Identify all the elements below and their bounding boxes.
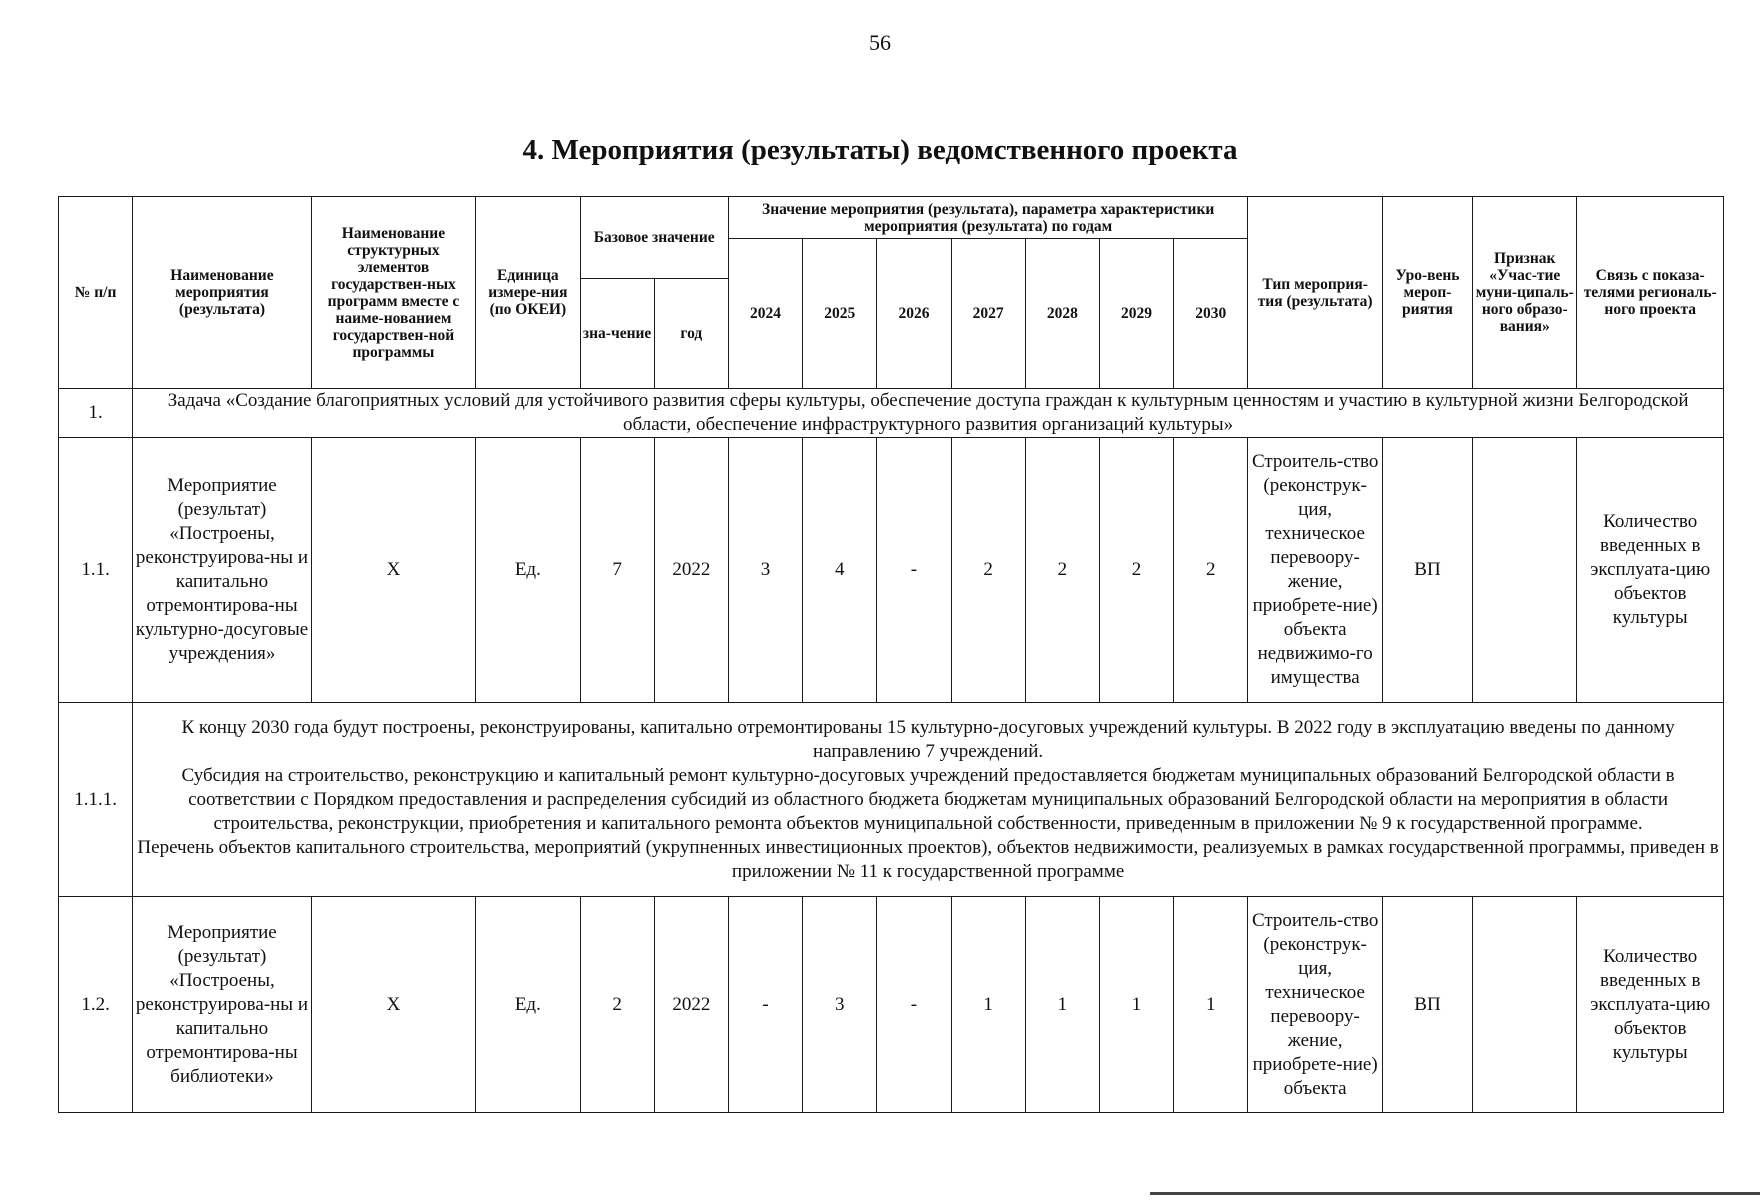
row-value-2026: -: [877, 438, 951, 703]
header-base: Базовое значение: [580, 197, 728, 279]
row-type: Строитель-ство (реконструк-ция, техническое перевоору-жение, приобрете-ние) объекта: [1248, 897, 1382, 1113]
page-number: 56: [869, 30, 891, 55]
header-type: Тип мероприя-тия (результата): [1248, 197, 1382, 389]
table-row: [59, 897, 1724, 1113]
scan-edge-line: [1150, 1192, 1760, 1195]
row-value-2026: -: [877, 897, 951, 1113]
row-base-value: 7: [580, 438, 654, 703]
row-num: 1.1.: [59, 438, 133, 703]
row-value-2029: 2: [1099, 438, 1173, 703]
row-value-2027: 2: [951, 438, 1025, 703]
header-year: 2028: [1025, 239, 1099, 389]
header-name: Наименование мероприятия (результата): [133, 197, 312, 389]
header-num: № п/п: [59, 197, 133, 389]
row-struct: X: [311, 897, 475, 1113]
task-row: [59, 389, 1724, 438]
header-year: 2030: [1174, 239, 1248, 389]
row-base-year: 2022: [654, 438, 728, 703]
row-struct: X: [311, 438, 475, 703]
note-paragraph: Субсидия на строительство, реконструкцию и капитальный ремонт культурно-досуговых учреждений предоставляется бюджетам муниципальных образований Белгородской области в соответствии с Порядком предоставления и распределения субсидий из областного бюджета бюджетам муниципальных образований Белгородской области на мероприятия в области строительства, реконструкции, приобретения и капитального ремонта объектов муниципальной собственности, приведенным в приложении № 9 к государственной программе.: [181, 764, 1675, 834]
note-row: [59, 703, 1724, 897]
note-num: 1.1.1.: [59, 703, 133, 897]
header-year: 2024: [728, 239, 802, 389]
measures-table: [58, 196, 1724, 1113]
header-level: Уро-вень мероп-риятия: [1382, 197, 1472, 389]
row-unit: Ед.: [476, 438, 580, 703]
row-name: Мероприятие (результат) «Построены, реконструирова-ны и капитально отремонтирова-ны культурно-досуговые учреждения»: [133, 438, 312, 703]
row-value-2024: 3: [728, 438, 802, 703]
header-link: Связь с показа-телями региональ-ного проекта: [1577, 197, 1724, 389]
task-num: 1.: [59, 389, 133, 438]
header-struct: Наименование структурных элементов государствен-ных программ вместе с наиме-нованием государствен-ной программы: [311, 197, 475, 389]
row-value-2025: 3: [803, 897, 877, 1113]
row-value-2024: -: [728, 897, 802, 1113]
note-paragraph: К концу 2030 года будут построены, реконструированы, капитально отремонтированы 15 культурно-досуговых учреждений культуры. В 2022 году в эксплуатацию введены по данному направлению 7 учреждений.: [181, 716, 1675, 762]
row-value-2028: 1: [1025, 897, 1099, 1113]
row-value-2029: 1: [1099, 897, 1173, 1113]
header-year: 2025: [803, 239, 877, 389]
row-value-2030: 2: [1174, 438, 1248, 703]
note-paragraph: Перечень объектов капитального строительства, мероприятий (укрупненных инвестиционных проектов), объектов недвижимости, реализуемых в рамках государственной программы, приведен в приложении № 11 к государственной программе: [137, 836, 1719, 882]
row-level: ВП: [1382, 897, 1472, 1113]
header-values-group: Значение мероприятия (результата), параметра характеристики мероприятия (результата) по годам: [728, 197, 1248, 239]
header-municipal: Признак «Учас-тие муни-ципаль-ного образо-вания»: [1473, 197, 1577, 389]
row-municipal: [1473, 438, 1577, 703]
row-num: 1.2.: [59, 897, 133, 1113]
row-level: ВП: [1382, 438, 1472, 703]
header-year: 2027: [951, 239, 1025, 389]
row-type: Строитель-ство (реконструк-ция, техническое перевоору-жение, приобрете-ние) объекта недвижимо-го имущества: [1248, 438, 1382, 703]
row-base-year: 2022: [654, 897, 728, 1113]
row-municipal: [1473, 897, 1577, 1113]
page-title: 4. Мероприятия (результаты) ведомственного проекта: [522, 134, 1238, 166]
row-value-2025: 4: [803, 438, 877, 703]
row-value-2027: 1: [951, 897, 1025, 1113]
header-base-year: год: [654, 279, 728, 389]
header-base-value: зна-чение: [580, 279, 654, 389]
table-row: [59, 438, 1724, 703]
row-value-2030: 1: [1174, 897, 1248, 1113]
row-name: Мероприятие (результат) «Построены, реконструирова-ны и капитально отремонтирова-ны библиотеки»: [133, 897, 312, 1113]
header-year: 2029: [1099, 239, 1173, 389]
task-text: Задача «Создание благоприятных условий для устойчивого развития сферы культуры, обеспечение доступа граждан к культурным ценностям и участию в культурной жизни Белгородской области, обеспечение инфраструктурного развития организаций культуры»: [133, 389, 1724, 438]
note-text: [133, 703, 1724, 897]
header-unit: Единица измере-ния (по ОКЕИ): [476, 197, 580, 389]
row-link: Количество введенных в эксплуата-цию объектов культуры: [1577, 438, 1724, 703]
row-base-value: 2: [580, 897, 654, 1113]
row-unit: Ед.: [476, 897, 580, 1113]
row-value-2028: 2: [1025, 438, 1099, 703]
header-year: 2026: [877, 239, 951, 389]
row-link: Количество введенных в эксплуата-цию объектов культуры: [1577, 897, 1724, 1113]
